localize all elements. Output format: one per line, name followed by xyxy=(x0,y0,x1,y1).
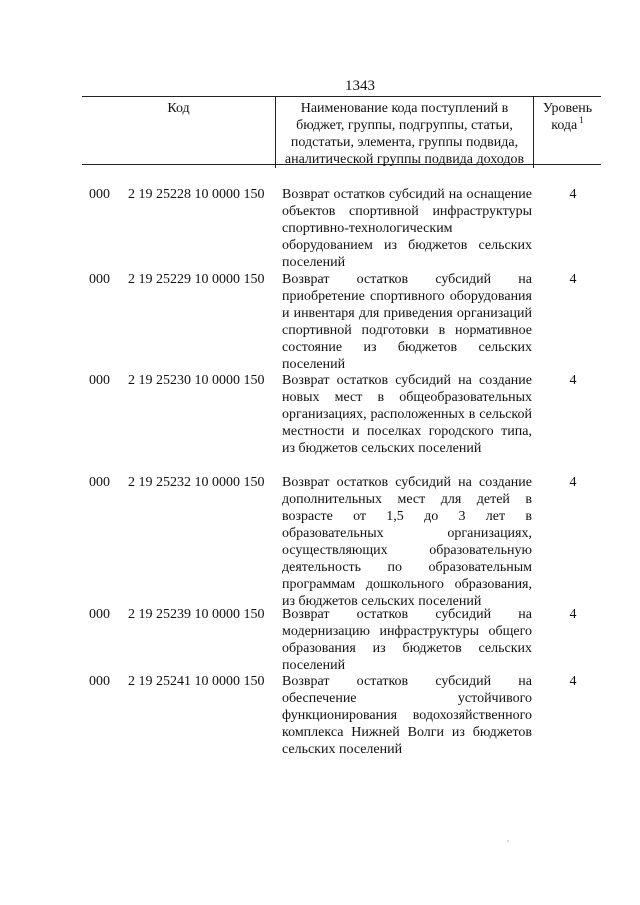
scan-speck xyxy=(507,840,509,842)
income-code: 2 19 25241 10 0000 150 xyxy=(128,674,265,689)
income-name: Возврат остатков субсидий на приобретение спортивного оборудования и инвентаря для приведения организаций спортивной подготовки в нормативное состояние из бюджетов сельских поселений xyxy=(282,272,532,372)
page-number: 1343 xyxy=(345,78,375,94)
table-header xyxy=(82,96,601,165)
code-level: 4 xyxy=(569,674,577,689)
code-level: 4 xyxy=(569,272,577,287)
code-level: 4 xyxy=(569,187,577,202)
code-level: 4 xyxy=(569,475,577,490)
income-name: Возврат остатков субсидий на обеспечение устойчивого функционирования водохозяйственного комплекса Нижней Волги из бюджетов сельских поселений xyxy=(282,674,532,757)
code-level: 4 xyxy=(569,373,577,388)
income-code: 2 19 25232 10 0000 150 xyxy=(128,475,265,490)
admin-code: 000 xyxy=(89,607,110,622)
header-level-label: Уровень кода xyxy=(542,101,593,133)
admin-code: 000 xyxy=(89,272,110,287)
admin-code: 000 xyxy=(89,674,110,689)
admin-code: 000 xyxy=(89,475,110,490)
admin-code: 000 xyxy=(89,187,110,202)
income-code: 2 19 25230 10 0000 150 xyxy=(128,373,265,388)
header-level xyxy=(534,97,601,168)
income-code: 2 19 25239 10 0000 150 xyxy=(128,607,265,622)
income-name: Возврат остатков субсидий на создание новых мест в общеобразовательных организациях, расположенных в сельской местности и поселках городского типа, из бюджетов сельских поселений xyxy=(282,373,532,456)
income-name: Возврат остатков субсидий на модернизацию инфраструктуры общего образования из бюджетов сельских поселений xyxy=(282,607,532,673)
income-name: Возврат остатков субсидий на оснащение объектов спортивной инфраструктуры спортивно-технологическим оборудованием из бюджетов сельских поселений xyxy=(282,187,532,270)
footnote-marker: 1 xyxy=(579,115,584,126)
income-name: Возврат остатков субсидий на создание дополнительных мест для детей в возрасте от 1,5 до 3 лет в образовательных организациях, осуществляющих образовательную деятельность по образовательным программам дошкольного образования, из бюджетов сельских поселений xyxy=(282,475,532,609)
income-code: 2 19 25229 10 0000 150 xyxy=(128,272,265,287)
header-name: Наименование кода поступлений в бюджет, группы, подгруппы, статьи, подстатьи, элемента, группы подвида, аналитической группы подвида доходов xyxy=(275,97,534,168)
header-code: Код xyxy=(167,101,190,116)
income-code: 2 19 25228 10 0000 150 xyxy=(128,187,265,202)
admin-code: 000 xyxy=(89,373,110,388)
code-level: 4 xyxy=(569,607,577,622)
